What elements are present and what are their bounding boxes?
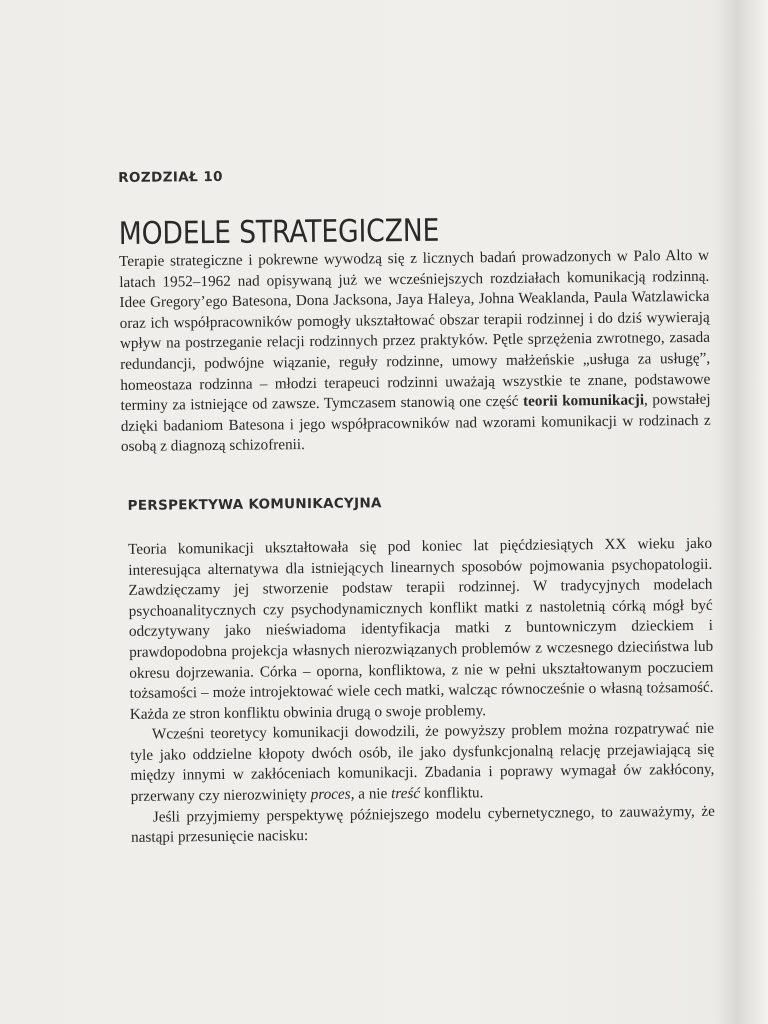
intro-paragraph bbox=[119, 246, 711, 458]
section-paragraph-2 bbox=[130, 719, 715, 807]
chapter-title: MODELE STRATEGICZNE bbox=[118, 212, 440, 252]
intro-bold-term: teorii komunikacji bbox=[522, 391, 645, 410]
section-paragraph-3: Jeśli przyjmiemy perspektywę późniejszego modelu cybernetycznego, to zauważymy, że nastąpi przesunięcie nacisku: bbox=[131, 802, 715, 847]
paragraph-2-italic-proces: proces bbox=[310, 785, 351, 804]
section-paragraph-1: Teoria komunikacji ukształtowała się pod koniec lat pięćdziesiątych XX wieku jako interesująca alternatywa dla istniejących linearnych sposobów pojmowania psychopatologii. Zawdzięczamy jej stworzenie podstaw terapii rodzinnej. W tradycyjnych modelach psychoanalitycznych czy psychodynamicznych konflikt matki z nastoletnią córką mógł być odczytywany jako nieświadoma identyfikacja matki z buntowniczym dzieckiem i prawdopodobna projekcja własnych nierozwiązanych problemów z wczesnego dzieciństwa lub okresu dojrzewania. Córka – oporna, konfliktowa, z nie w pełni ukształtowanym poczuciem tożsamości – może introjektować wiele cech matki, walcząc równocześnie o własną tożsamość. Każda ze stron konfliktu obwinia drugą o swoje problemy. bbox=[127, 534, 714, 723]
section-body bbox=[128, 534, 715, 849]
intro-text-start: Terapie strategiczne i pokrewne wywodzą się z licznych badań prowadzonych w Palo Alto w latach 1952–1962 nad opisywaną już we wcześniejszych rozdziałach komunikacją rodzinną. Idee Gregory’ego Batesona, Dona Jacksona, Jaya Haleya, Johna Weaklanda, Paula Watzlawicka oraz ich współpracowników pomogły ukształtować obszar terapii rodzinnej i do dziś wywierają wpływ na postrzeganie relacji rodzinnych przez praktyków. Pętle sprzężenia zwrotnego, zasada redundancji, podwójne wiązanie, reguły rodzinne, umowy małżeńskie „usługa za usługę”, homeostaza rodzinna – młodzi terapeuci rodzinni uważają wszystkie te znane, podstawowe terminy za istniejące od zawsze. Tymczasem stanowią one część bbox=[118, 246, 711, 415]
paragraph-2-text-start: Wcześni teoretycy komunikacji dowodzili, że powyższy problem można rozpatrywać nie tyle jako oddzielne kłopoty dwóch osób, ile jako dysfunkcjonalną relację przejawiającą się między innymi w zakłóceniach komunikacji. Zbadania i poprawy wymagał ów zakłócony, przerwany czy nierozwinięty bbox=[130, 720, 715, 805]
page-content bbox=[118, 154, 715, 849]
chapter-label: ROZDZIAŁ 10 bbox=[118, 168, 223, 186]
section-heading: PERSPEKTYWA KOMUNIKACYJNA bbox=[127, 495, 382, 514]
intro-text-end: , powstałej dzięki badaniom Batesona i jego współpracowników nad wzorami komunikacji w rodzinach z osobą z diagnozą schizofrenii. bbox=[120, 390, 711, 456]
paragraph-2-text-middle: , a nie bbox=[350, 785, 392, 803]
paragraph-2-italic-tresc: treść bbox=[391, 784, 421, 803]
paragraph-2-text-end: konfliktu. bbox=[420, 784, 484, 802]
